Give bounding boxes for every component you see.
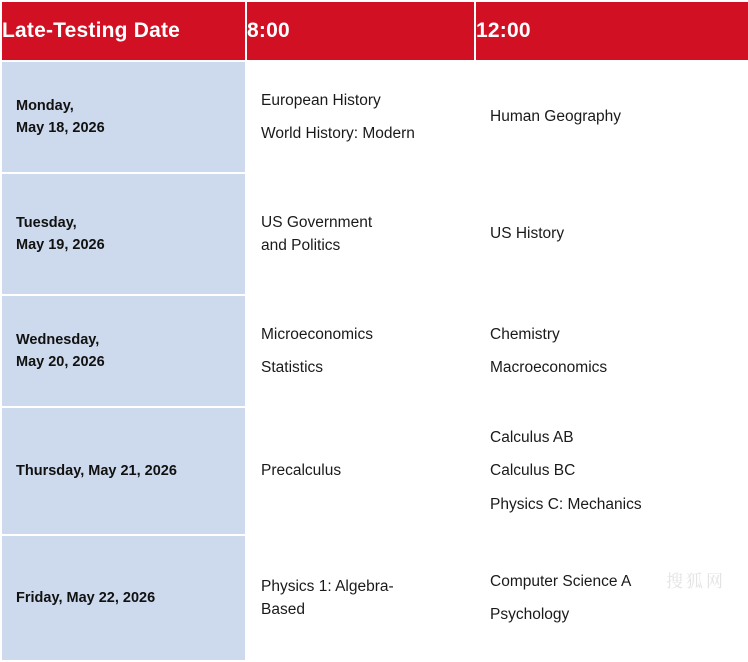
header-time-8am: 8:00 bbox=[246, 1, 475, 61]
header-row bbox=[1, 1, 748, 61]
exam-name: Calculus BC bbox=[490, 462, 576, 480]
afternoon-exams-cell bbox=[475, 61, 748, 173]
date-cell bbox=[1, 295, 246, 407]
exam-name: Statistics bbox=[261, 359, 324, 376]
table-body bbox=[1, 61, 748, 661]
header-time-12pm: 12:00 bbox=[475, 1, 748, 61]
morning-exams-cell bbox=[246, 61, 475, 173]
morning-exams-cell bbox=[246, 407, 475, 535]
exam-name: Human Geography bbox=[490, 108, 621, 126]
exam-name: Chemistry bbox=[490, 325, 560, 343]
exam-name: Computer Science A bbox=[490, 572, 632, 590]
date-full: May 19, 2026 bbox=[16, 237, 105, 253]
date-full: May 18, 2026 bbox=[16, 120, 105, 136]
date-full: May 20, 2026 bbox=[16, 354, 105, 370]
date-cell bbox=[1, 173, 246, 295]
exam-name: Calculus AB bbox=[490, 429, 574, 447]
date-day: Wednesday, bbox=[16, 331, 100, 348]
exam-name: European History bbox=[261, 91, 381, 109]
date-day: Monday, bbox=[16, 97, 74, 114]
exam-name: Physics 1: Algebra- bbox=[261, 577, 394, 595]
table-row bbox=[1, 61, 748, 173]
watermark-text: 搜狐网 bbox=[666, 572, 726, 591]
date-day: Friday, May 22, 2026 bbox=[16, 589, 156, 606]
afternoon-exams-cell bbox=[475, 173, 748, 295]
afternoon-exams-cell bbox=[475, 535, 748, 661]
exam-name-cont: Based bbox=[261, 601, 305, 618]
exam-name: Macroeconomics bbox=[490, 359, 608, 376]
exam-name: Precalculus bbox=[261, 462, 342, 480]
table-row bbox=[1, 173, 748, 295]
afternoon-exams-cell bbox=[475, 295, 748, 407]
table-header bbox=[1, 1, 748, 61]
morning-exams-cell bbox=[246, 295, 475, 407]
table-row bbox=[1, 407, 748, 535]
date-day: Tuesday, bbox=[16, 214, 77, 231]
date-cell bbox=[1, 535, 246, 661]
table-row bbox=[1, 295, 748, 407]
morning-exams-cell bbox=[246, 173, 475, 295]
exam-name: US History bbox=[490, 225, 565, 243]
exam-name-cont: and Politics bbox=[261, 237, 341, 254]
table-row bbox=[1, 535, 748, 661]
exam-name: World History: Modern bbox=[261, 125, 415, 142]
morning-exams-cell bbox=[246, 535, 475, 661]
date-cell bbox=[1, 407, 246, 535]
exam-name: Physics C: Mechanics bbox=[490, 495, 642, 513]
date-day: Thursday, May 21, 2026 bbox=[16, 462, 177, 479]
exam-name: Microeconomics bbox=[261, 325, 373, 343]
date-cell bbox=[1, 61, 246, 173]
afternoon-exams-cell bbox=[475, 407, 748, 535]
header-late-testing-date: Late-Testing Date bbox=[1, 1, 246, 61]
exam-name: US Government bbox=[261, 213, 373, 231]
exam-name: Psychology bbox=[490, 606, 570, 623]
